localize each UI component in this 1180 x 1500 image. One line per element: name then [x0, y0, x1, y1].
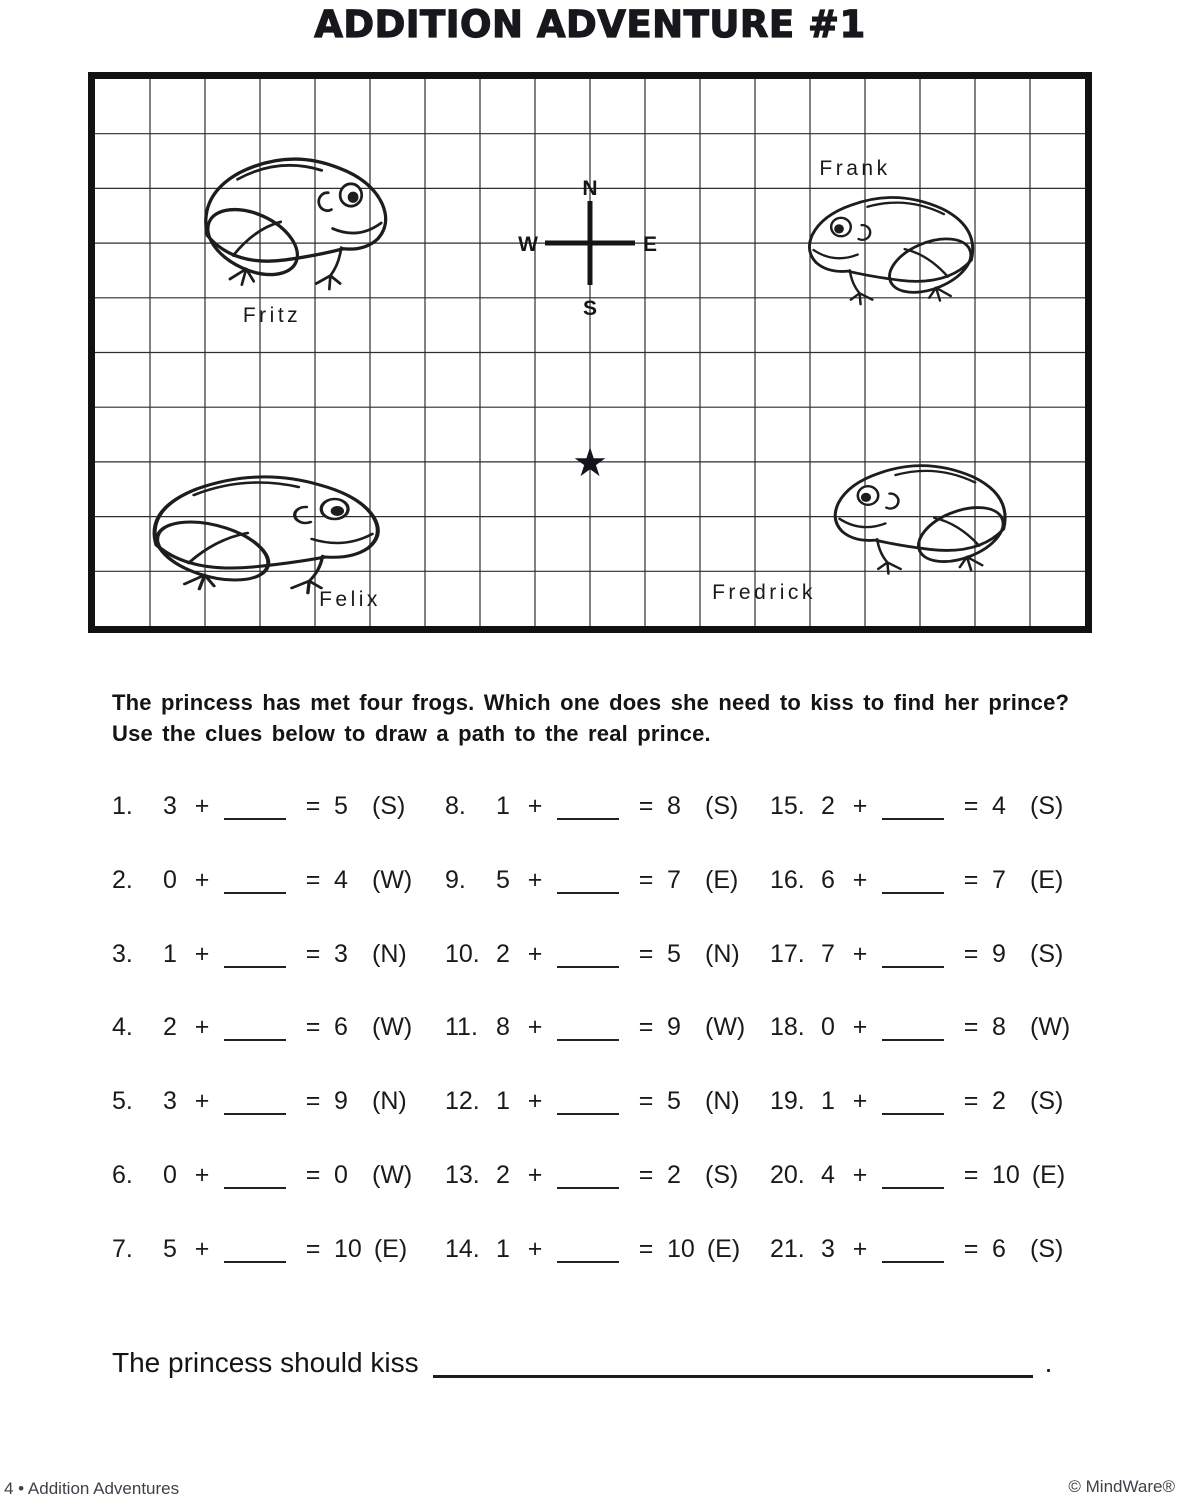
direction-label: (W) [372, 865, 413, 894]
frog-label-fritz: Fritz [242, 304, 302, 327]
footer-copyright: © MindWare® [1068, 1477, 1175, 1496]
footer-page-info: 4 • Addition Adventures [4, 1479, 180, 1498]
problem-addend: 2 [163, 1013, 177, 1042]
problem-addend: 8 [496, 1013, 510, 1042]
direction-label: (N) [372, 1087, 407, 1116]
problem-row [112, 1155, 445, 1229]
plus-sign: + [527, 939, 543, 968]
problem-number: 10. [445, 939, 480, 968]
direction-label: (W) [1030, 1013, 1071, 1042]
direction-label: (E) [705, 865, 739, 894]
direction-label: (E) [373, 1234, 408, 1263]
answer-blank [224, 1260, 286, 1263]
answer-blank [224, 891, 286, 894]
equals-sign: = [638, 792, 654, 820]
frog-label-fredrick: Fredrick [712, 581, 816, 604]
problem-sum: 7 [667, 865, 681, 894]
problem-number: 5. [112, 1087, 133, 1116]
compass-north-label: N [582, 177, 598, 200]
problem-addend: 1 [496, 1234, 510, 1263]
problem-number: 11. [445, 1013, 478, 1042]
problem-sum: 8 [667, 792, 681, 820]
problem-addend: 5 [496, 865, 510, 894]
equals-sign: = [963, 1234, 979, 1263]
problem-number: 14. [445, 1234, 480, 1263]
plus-sign: + [527, 1013, 543, 1042]
problem-addend: 3 [163, 1087, 177, 1116]
answer-blank [882, 965, 944, 968]
problem-row [445, 1007, 770, 1081]
equals-sign: = [963, 792, 979, 820]
answer-blank [224, 1112, 286, 1115]
answer-blank [882, 817, 944, 820]
final-answer-blank [433, 1374, 1033, 1378]
frog-map [88, 72, 1092, 633]
problem-row [770, 1007, 1100, 1081]
plus-sign: + [194, 1160, 210, 1189]
direction-label: (E) [1030, 865, 1064, 894]
equals-sign: = [638, 1087, 654, 1116]
problem-sum: 2 [667, 1160, 681, 1189]
plus-sign: + [852, 792, 868, 820]
problem-number: 15. [770, 792, 805, 820]
instructions-text: The princess has met four frogs. Which one does she need to kiss to find her prince? Use the clues below to draw a path to the real prince. [112, 690, 1070, 747]
problem-row [770, 786, 1100, 860]
plus-sign: + [527, 792, 543, 820]
problem-sum: 7 [992, 865, 1006, 894]
answer-blank [882, 1260, 944, 1263]
problems-list [112, 786, 1100, 1303]
problem-row [445, 786, 770, 860]
problem-addend: 3 [163, 792, 177, 820]
equals-sign: = [638, 865, 654, 894]
direction-label: (W) [372, 1160, 413, 1189]
equals-sign: = [305, 1234, 321, 1263]
equals-sign: = [963, 1087, 979, 1116]
direction-label: (S) [1030, 792, 1064, 820]
problem-addend: 6 [821, 865, 835, 894]
problem-addend: 4 [821, 1160, 835, 1189]
plus-sign: + [852, 1087, 868, 1116]
frog-illustration-frank [809, 197, 979, 304]
map-grid-svg [95, 79, 1085, 626]
problem-row [770, 934, 1100, 1008]
problem-addend: 3 [821, 1234, 835, 1263]
answer-blank [557, 1186, 619, 1189]
answer-blank [557, 817, 619, 820]
problem-row [112, 860, 445, 934]
plus-sign: + [527, 1087, 543, 1116]
answer-blank [557, 1112, 619, 1115]
direction-label: (W) [372, 1013, 413, 1042]
problem-sum: 10 [667, 1234, 695, 1263]
problem-addend: 2 [821, 792, 835, 820]
equals-sign: = [305, 792, 321, 820]
problem-row [112, 934, 445, 1008]
problem-addend: 0 [821, 1013, 835, 1042]
plus-sign: + [852, 1160, 868, 1189]
problem-row [445, 860, 770, 934]
problem-number: 16. [770, 865, 805, 894]
compass-rose [518, 177, 657, 320]
problem-sum: 5 [667, 1087, 681, 1116]
final-answer-prompt: The princess should kiss [112, 1347, 419, 1378]
problem-addend: 1 [496, 792, 510, 820]
problem-number: 3. [112, 939, 133, 968]
plus-sign: + [194, 1013, 210, 1042]
problem-number: 1. [112, 792, 133, 820]
problem-addend: 0 [163, 865, 177, 894]
answer-blank [557, 1038, 619, 1041]
equals-sign: = [638, 939, 654, 968]
problem-number: 19. [770, 1087, 805, 1116]
answer-blank [882, 1112, 944, 1115]
direction-label: (N) [705, 1087, 740, 1116]
direction-label: (N) [372, 939, 407, 968]
answer-blank [224, 965, 286, 968]
equals-sign: = [963, 1160, 979, 1189]
frog-label-frank: Frank [819, 157, 891, 180]
answer-blank [882, 891, 944, 894]
plus-sign: + [194, 939, 210, 968]
equals-sign: = [305, 939, 321, 968]
problem-sum: 10 [992, 1160, 1020, 1189]
direction-label: (S) [372, 792, 406, 820]
star-marker: ★ [572, 440, 608, 486]
problem-number: 2. [112, 865, 133, 894]
direction-label: (S) [1030, 1234, 1064, 1263]
problem-number: 8. [445, 792, 466, 820]
problem-row [112, 786, 445, 860]
direction-label: (E) [1031, 1160, 1066, 1189]
direction-label: (W) [705, 1013, 746, 1042]
plus-sign: + [852, 865, 868, 894]
problem-sum: 4 [992, 792, 1006, 820]
problem-sum: 3 [334, 939, 348, 968]
problem-addend: 5 [163, 1234, 177, 1263]
direction-label: (S) [705, 1160, 739, 1189]
problem-row [770, 860, 1100, 934]
problem-number: 21. [770, 1234, 805, 1263]
compass-west-label: W [518, 233, 538, 256]
problem-row [445, 934, 770, 1008]
frog-label-felix: Felix [319, 588, 381, 611]
problem-number: 13. [445, 1160, 480, 1189]
direction-label: (S) [705, 792, 739, 820]
problem-row [445, 1155, 770, 1229]
problem-row [445, 1081, 770, 1155]
problem-sum: 8 [992, 1013, 1006, 1042]
problem-addend: 2 [496, 939, 510, 968]
plus-sign: + [527, 865, 543, 894]
problem-number: 9. [445, 865, 466, 894]
problem-addend: 7 [821, 939, 835, 968]
answer-blank [557, 965, 619, 968]
answer-blank [882, 1186, 944, 1189]
problem-number: 6. [112, 1160, 133, 1189]
equals-sign: = [305, 1013, 321, 1042]
problem-addend: 1 [163, 939, 177, 968]
problem-row [112, 1229, 445, 1303]
problem-number: 18. [770, 1013, 805, 1042]
answer-blank [882, 1038, 944, 1041]
problem-sum: 9 [334, 1087, 348, 1116]
answer-blank [224, 1038, 286, 1041]
equals-sign: = [963, 865, 979, 894]
problem-sum: 10 [334, 1234, 362, 1263]
frog-illustration-felix [145, 477, 378, 593]
plus-sign: + [852, 1234, 868, 1263]
plus-sign: + [194, 1087, 210, 1116]
direction-label: (S) [1030, 939, 1064, 968]
equals-sign: = [305, 1087, 321, 1116]
answer-blank [224, 817, 286, 820]
problem-addend: 1 [496, 1087, 510, 1116]
direction-label: (E) [706, 1234, 741, 1263]
problem-sum: 4 [334, 865, 348, 894]
problem-number: 17. [770, 939, 805, 968]
answer-blank [557, 891, 619, 894]
equals-sign: = [305, 865, 321, 894]
plus-sign: + [194, 865, 210, 894]
problem-sum: 5 [334, 792, 348, 820]
equals-sign: = [305, 1160, 321, 1189]
equals-sign: = [638, 1234, 654, 1263]
frog-illustration-fritz [198, 159, 385, 289]
plus-sign: + [852, 1013, 868, 1042]
equals-sign: = [638, 1160, 654, 1189]
problem-row [770, 1155, 1100, 1229]
problem-sum: 0 [334, 1160, 348, 1189]
problem-number: 7. [112, 1234, 133, 1263]
grid-lines [95, 79, 1085, 626]
problem-sum: 9 [992, 939, 1006, 968]
problem-row [112, 1081, 445, 1155]
problem-row [112, 1007, 445, 1081]
final-answer-row [112, 1347, 1052, 1379]
problem-row [445, 1229, 770, 1303]
compass-east-label: E [643, 233, 658, 256]
problem-sum: 5 [667, 939, 681, 968]
problem-number: 4. [112, 1013, 133, 1042]
plus-sign: + [194, 1234, 210, 1263]
problem-row [770, 1229, 1100, 1303]
problem-sum: 6 [992, 1234, 1006, 1263]
problem-number: 20. [770, 1160, 805, 1189]
direction-label: (S) [1030, 1087, 1064, 1116]
equals-sign: = [638, 1013, 654, 1042]
answer-blank [557, 1260, 619, 1263]
problem-sum: 2 [992, 1087, 1006, 1116]
problem-addend: 2 [496, 1160, 510, 1189]
plus-sign: + [527, 1234, 543, 1263]
answer-blank [224, 1186, 286, 1189]
problem-addend: 0 [163, 1160, 177, 1189]
plus-sign: + [527, 1160, 543, 1189]
plus-sign: + [194, 792, 210, 820]
frog-illustration-fredrick [835, 466, 1012, 574]
problem-sum: 6 [334, 1013, 348, 1042]
equals-sign: = [963, 939, 979, 968]
direction-label: (N) [705, 939, 740, 968]
page-title: ADDITION ADVENTURE #1 [314, 3, 866, 46]
problem-number: 12. [445, 1087, 480, 1116]
compass-south-label: S [582, 297, 598, 320]
final-answer-period: . [1044, 1347, 1053, 1378]
problem-sum: 9 [667, 1013, 681, 1042]
problem-row [770, 1081, 1100, 1155]
equals-sign: = [963, 1013, 979, 1042]
problem-addend: 1 [821, 1087, 835, 1116]
plus-sign: + [852, 939, 868, 968]
